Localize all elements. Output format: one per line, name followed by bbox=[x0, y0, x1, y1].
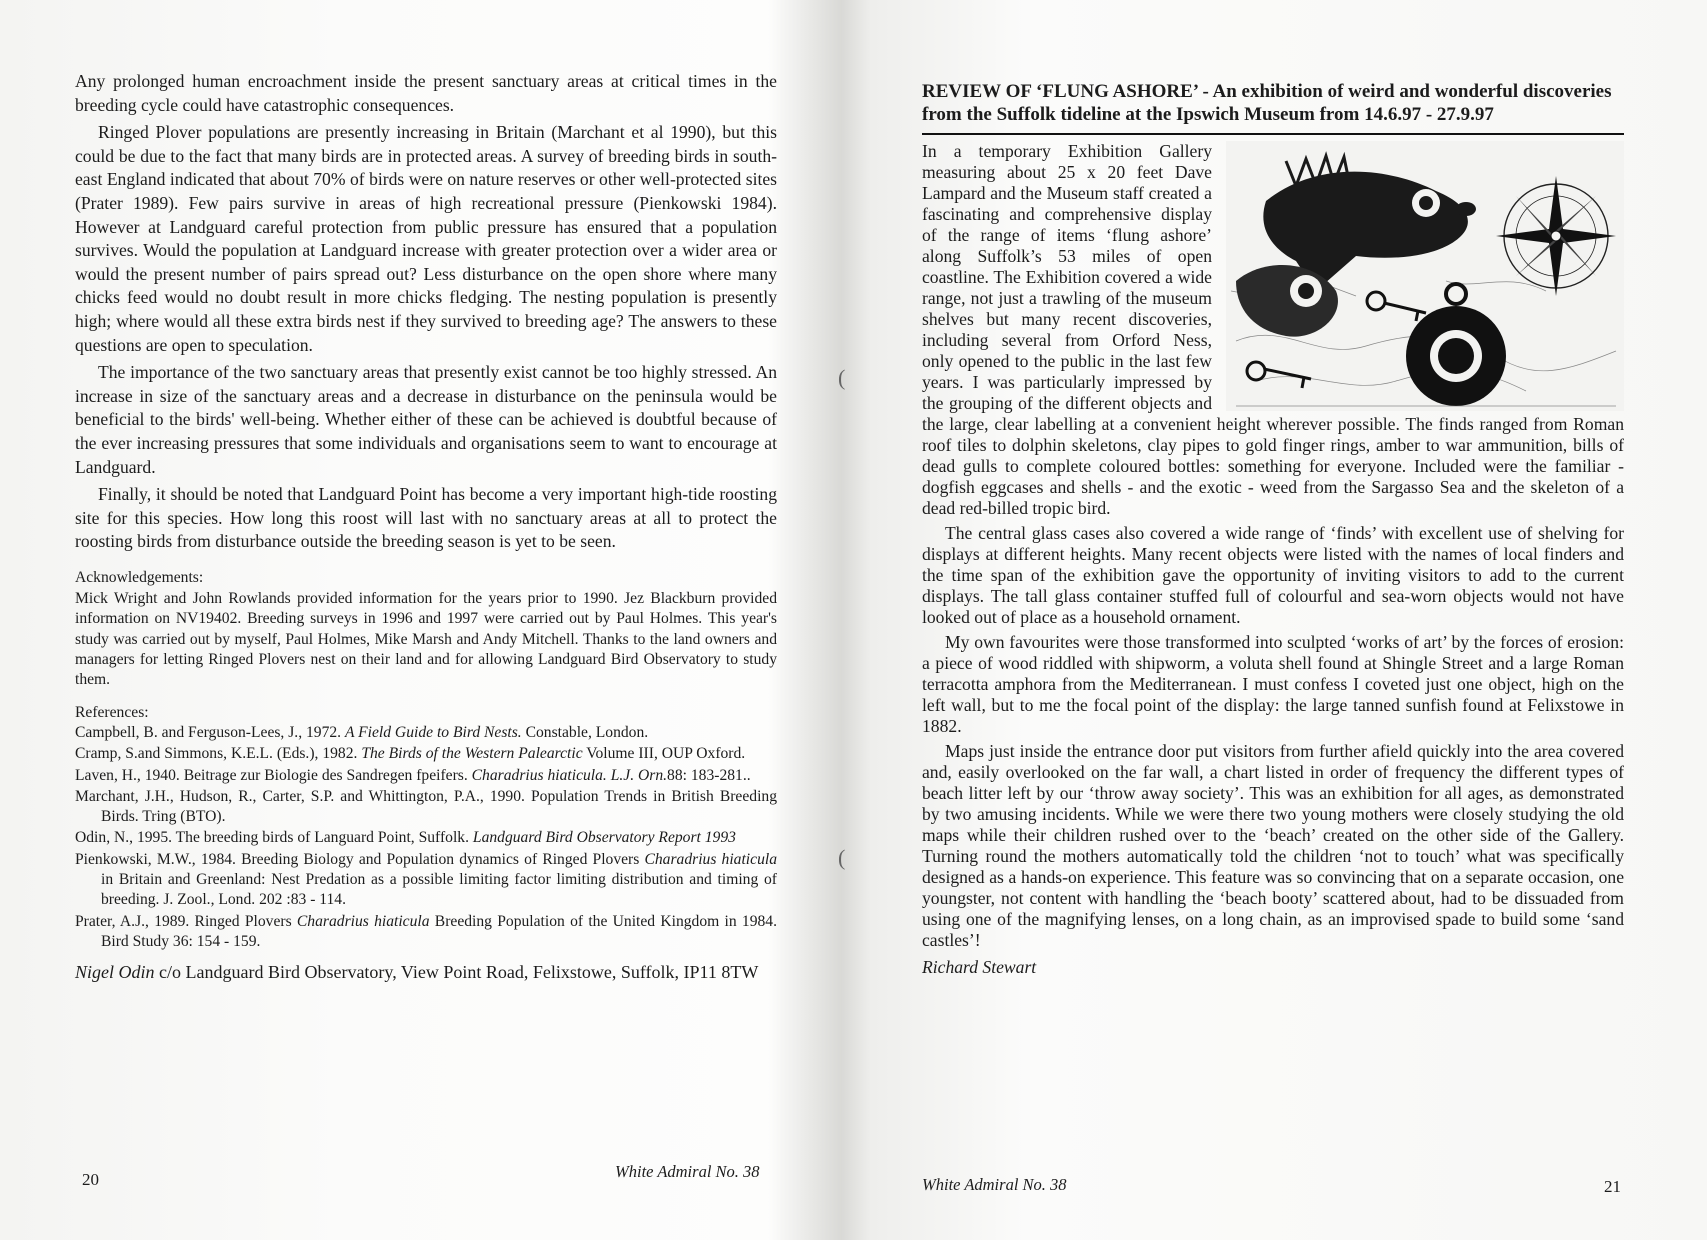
author-address: c/o Landguard Bird Observatory, View Point Road, Felixstowe, Suffolk, IP11 8TW bbox=[154, 962, 759, 983]
paragraph: The importance of the two sanctuary areas that presently exist cannot be too highly stressed. An increase in size of the sanctuary areas and a decrease in disturbance on the peninsula would be beneficial to the birds' well-being. Whether either of these can be achieved is doubtful because of the ever increasing pressures that some individuals and organisations seem to want to encourage at Landguard. bbox=[75, 362, 777, 477]
fish-compass-key-illustration-icon bbox=[1226, 141, 1624, 411]
magazine-footer: White Admiral No. 38 bbox=[615, 1162, 760, 1181]
paragraph: Any prolonged human encroachment inside the present sanctuary areas at critical times in the breeding cycle could have catastrophic consequences. bbox=[75, 71, 777, 115]
article-title: REVIEW OF ‘FLUNG ASHORE’ - An exhibition of weird and wonderful discoveries from the Suffolk tideline at the Ipswich Museum from 14.6.97 - 27.9.97 bbox=[922, 80, 1624, 135]
review-author: Richard Stewart bbox=[922, 956, 1037, 977]
author-name: Nigel Odin bbox=[75, 962, 155, 983]
right-article-body bbox=[922, 80, 1624, 982]
page-number: 21 bbox=[1604, 1177, 1621, 1196]
reference-item: Odin, N., 1995. The breeding birds of Languard Point, Suffolk. Landguard Bird Observatory Report 1993 bbox=[75, 829, 736, 847]
reference-item: Marchant, J.H., Hudson, R., Carter, S.P. and Whittington, P.A., 1990. Population Trends in British Breeding Birds. Tring (BTO). bbox=[75, 787, 777, 826]
left-article-body bbox=[75, 70, 777, 985]
page-number: 20 bbox=[82, 1170, 99, 1189]
references-heading: References: bbox=[75, 703, 149, 721]
acknowledgements-text: Mick Wright and John Rowlands provided information for the years prior to 1990. Jez Blackburn provided information on NV19402. Breeding surveys in 1996 and 1997 were carried out by Paul Holmes. This year's study was carried out by myself, Paul Holmes, Mike Marsh and Andy Mitchell. Thanks to the land owners and managers for letting Ringed Plovers nest on their land and for allowing Landguard Bird Observatory to study them. bbox=[75, 590, 777, 689]
staple-mark: ( bbox=[838, 365, 846, 390]
acknowledgements-heading: Acknowledgements: bbox=[75, 568, 204, 586]
reference-item: Prater, A.J., 1989. Ringed Plovers Charadrius hiaticula Breeding Population of the United Kingdom in 1984. Bird Study 36: 154 - 159. bbox=[75, 912, 778, 950]
acknowledgements bbox=[75, 568, 777, 691]
references bbox=[75, 703, 777, 953]
paragraph: In a temporary Exhibition Gallery measuring about 25 x 20 feet Dave Lampard and the Museum staff created a fascinating and comprehensive display of the range of items ‘flung ashore’ along Suffolk’s 53 miles of open coastline. The Exhibition covered a wide range, not just a trawling of the museum shelves but many recent discoveries, including several from Orford Ness, only opened to the public in the last few years. I was particularly impressed by the grouping of the different objects and the large, clear labelling at a convenient height wherever possible. The finds ranged from Roman roof tiles to dolphin skeletons, clay pipes to gold finger rings, amber to war ammunition, bills of dead gulls to complete coloured bottles: something for everyone. Included were the familiar - dogfish eggcases and shells - and the exotic - weed from the Sargasso Sea and the skeleton of a dead red-billed tropic bird. bbox=[922, 140, 1624, 518]
left-page bbox=[0, 0, 846, 1240]
staple-mark: ( bbox=[838, 845, 846, 870]
paragraph: The central glass cases also covered a wide range of ‘finds’ with excellent use of shelving for displays at different heights. Many recent objects were listed with the names of local finders and the time span of the exhibition gave the opportunity of inviting visitors to add to the current displays. The tall glass container stuffed full of colourful and sea-worn objects would not have looked out of place as a household ornament. bbox=[922, 522, 1624, 627]
reference-item: Pienkowski, M.W., 1984. Breeding Biology and Population dynamics of Ringed Plovers Charadrius hiaticula in Britain and Greenland: Nest Predation as a possible limiting factor limiting distribution and timing of breeding. J. Zool., Lond. 202 :83 - 114. bbox=[75, 850, 777, 909]
right-page bbox=[856, 0, 1707, 1240]
reference-item: Cramp, S.and Simmons, K.E.L. (Eds.), 1982. The Birds of the Western Palearctic Volume III, OUP Oxford. bbox=[75, 745, 746, 763]
reference-item: Laven, H., 1940. Beitrage zur Biologie des Sandregen fpeifers. Charadrius hiaticula. L.J. Orn.88: 183-281.. bbox=[75, 766, 751, 784]
paragraph: Maps just inside the entrance door put visitors from further afield quickly into the area covered and, easily overlooked on the far wall, a chart listed in order of frequency the different types of beach litter left by our ‘throw away society’. This was an exhibition for all ages, as demonstrated by two amusing incidents. While we were there two young mothers were closely studying the old maps while their children rushed over to the ‘beach’ created on the other side of the Gallery. Turning round the mothers automatically told the children ‘not to touch’ what was specifically designed as a hands-on experience. This feature was so convincing that on a separate occasion, one youngster, not content with handling the ‘beach booty’ scattered about, had to be dissuaded from using one of the magnifying lenses, on a long chain, as an improvised spade to build some ‘sand castles’! bbox=[922, 740, 1624, 950]
paragraph: Ringed Plover populations are presently increasing in Britain (Marchant et al 1990), but this could be due to the fact that many birds are in protected areas. A survey of breeding birds in south-east England indicated that about 70% of birds were on nature reserves or other well-protected sites (Prater 1989). Few pairs survive in areas of high recreational pressure (Pienkowski 1984). However at Landguard careful protection from public pressure has ensured that a population survives. Would the population at Landguard increase with greater protection over a wider area or would the present number of pairs spread out? Less disturbance on the open shore where many chicks feed would no doubt result in more chicks fledging. The nesting population is presently high; where would all these extra birds nest if they survived to breeding age? The answers to these questions are open to speculation. bbox=[75, 122, 777, 355]
paragraph: My own favourites were those transformed into sculpted ‘works of art’ by the forces of erosion: a piece of wood riddled with shipworm, a voluta shell found at Shingle Street and a large Roman terracotta amphora from the Mediterranean. I must confess I coveted just one object, high on the left wall, but to me the focal point of the display: the large tanned sunfish found at Felixstowe in 1882. bbox=[922, 631, 1624, 736]
paragraph: Finally, it should be noted that Landguard Point has become a very important high-tide roosting site for this species. How long this roost will last with no sanctuary areas at all to protect the roosting birds from disturbance outside the breeding season is yet to be seen. bbox=[75, 484, 777, 552]
author-signature bbox=[75, 960, 777, 985]
reference-item: Campbell, B. and Ferguson-Lees, J., 1972. A Field Guide to Bird Nests. Constable, London. bbox=[75, 723, 649, 741]
magazine-footer: White Admiral No. 38 bbox=[922, 1175, 1067, 1194]
